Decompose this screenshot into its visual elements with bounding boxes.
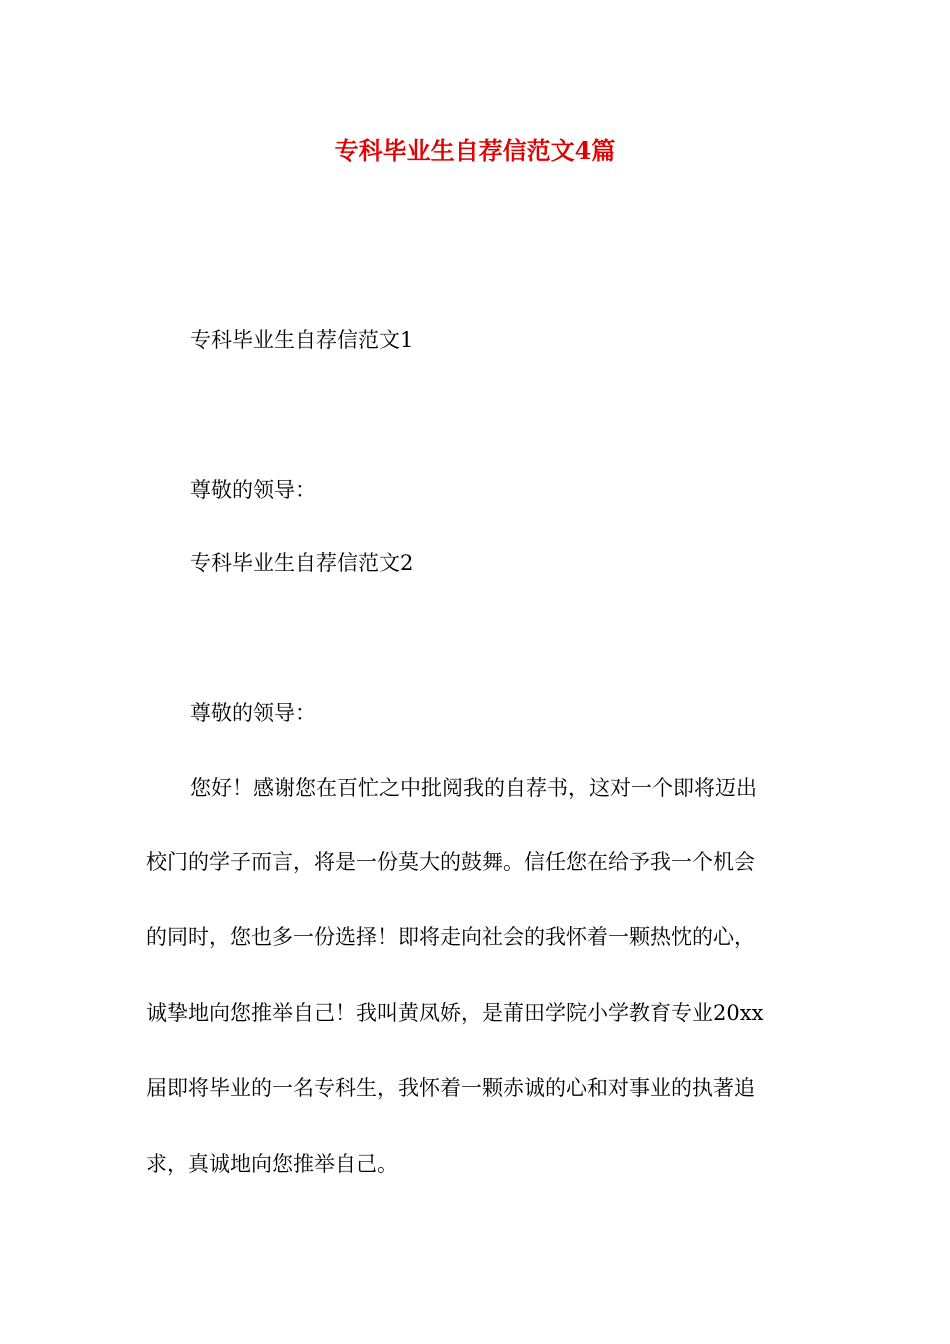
body-line: 诚挚地向您推举自己！我叫黄凤娇，是莆田学院小学教育专业20xx [146, 1001, 764, 1025]
body-line: 校门的学子而言，将是一份莫大的鼓舞。信任您在给予我一个机会 [146, 850, 755, 874]
body-line: 的同时，您也多一份选择！即将走向社会的我怀着一颗热忱的心， [146, 925, 755, 949]
body-line: 您好！感谢您在百忙之中批阅我的自荐书，这对一个即将迈出 [190, 776, 757, 800]
salutation-1: 尊敬的领导： [190, 478, 316, 502]
document-title: 专科毕业生自荐信范文4篇 [334, 136, 616, 165]
body-line: 求，真诚地向您推举自己。 [146, 1152, 398, 1176]
body-line: 届即将毕业的一名专科生，我怀着一颗赤诚的心和对事业的执著追 [146, 1076, 755, 1100]
section-heading-2: 专科毕业生自荐信范文2 [190, 551, 414, 575]
salutation-2: 尊敬的领导： [190, 701, 316, 725]
section-heading-1: 专科毕业生自荐信范文1 [190, 328, 414, 352]
